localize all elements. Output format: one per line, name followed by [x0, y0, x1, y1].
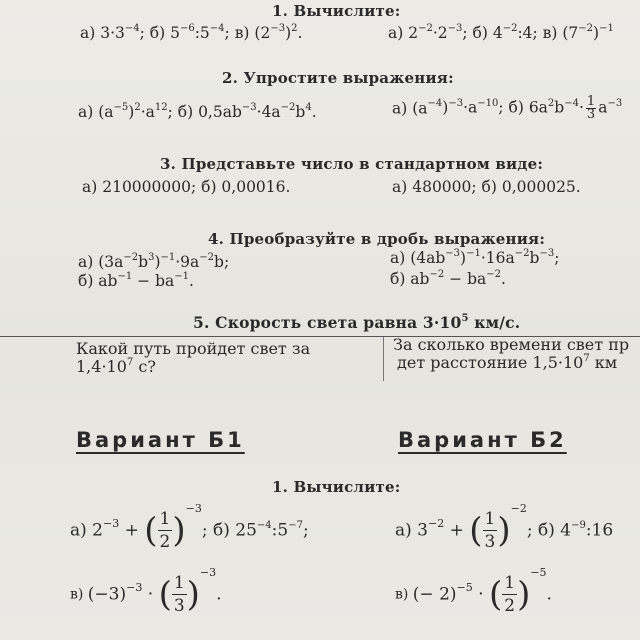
task3-left-expression: а) 210000000; б) 0,00016.	[82, 178, 291, 196]
column-divider	[383, 337, 384, 381]
task5-right-line1: За сколько времени свет пр	[393, 335, 630, 354]
task5-left-line1: Какой путь пройдет свет за	[76, 339, 311, 358]
b-task1-left-ab: а) 2−3 + ( $\frac{1}{2}$ )−3; б) $25^{-4}:5^{-7}$;	[70, 502, 309, 552]
task5-right-line2: дет расстояние $1,5\cdot 10^7$ км	[397, 353, 618, 372]
task1-left-expression: а) $3\cdot 3^{-4}$; б) $5^{-6}:5^{-4}$; в) $(2^{-3})^2$.	[80, 23, 303, 42]
fraction-one-third-b2: $\frac{1}{3}$	[484, 509, 496, 552]
variant-b1-heading: Вариант Б1	[76, 428, 245, 452]
variant-b2-heading: Вариант Б2	[398, 428, 567, 452]
task4-right-a: а) $(4ab^{-3})^{-1}\cdot 16a^{-2}b^{-3}$;	[390, 248, 560, 267]
task2-left-expression: а) $(a^{-5})^2\cdot a^{12}$; б) $0,5ab^{-3}\cdot 4a^{-2}b^4$.	[78, 102, 317, 121]
task4-left-a: а) $(3a^{-2}b^3)^{-1}\cdot 9a^{-2}b$;	[78, 252, 230, 271]
task2-title: 2. Упростите выражения:	[222, 69, 454, 87]
task4-title: 4. Преобразуйте в дробь выражения:	[208, 230, 546, 248]
task1-right-expression: а) $2^{-2}\cdot 2^{-3}$; б) $4^{-2}:4$; в) $(7^{-2})^{-1}$	[388, 23, 614, 42]
task5-left-line2: $1,4\cdot 10^7$ с?	[76, 357, 156, 376]
task1-title: 1. Вычислите:	[272, 2, 401, 20]
fraction-one-third-c: $\frac{1}{3}$	[173, 573, 185, 616]
fraction-one-third: $\frac{1}{3}$	[586, 94, 596, 122]
task3-right-expression: а) 480000; б) 0,000025.	[392, 178, 581, 196]
task3-title: 3. Представьте число в стандартном виде:	[160, 155, 544, 173]
b-task1-right-c: в) (− 2)−5 · ( $\frac{1}{2}$ )−5.	[395, 566, 552, 616]
task5-title: 5. Скорость света равна $3\cdot 10^5$ км/с.	[193, 313, 521, 332]
b-task1-right-ab: а) 3−2 + ( $\frac{1}{3}$ )−2; б) $4^{-9}:16$	[395, 502, 614, 552]
fraction-one-half: $\frac{1}{2}$	[159, 509, 171, 552]
task4-right-b: б) $ab^{-2} - ba^{-2}$.	[390, 269, 506, 288]
b-task1-left-c: в) (−3)−3 · ( $\frac{1}{3}$ )−3.	[70, 566, 222, 616]
fraction-one-half-c: $\frac{1}{2}$	[504, 573, 516, 616]
task2-right-expression: а) $(a^{-4})^{-3}\cdot a^{-10}$; б) $6a^2b^{-4}\cdot$ $\frac{1}{3}$ $a^{-3}$	[392, 94, 623, 122]
task4-left-b: б) $ab^{-1} - ba^{-1}$.	[78, 271, 194, 290]
b-task1-title: 1. Вычислите:	[272, 478, 401, 496]
